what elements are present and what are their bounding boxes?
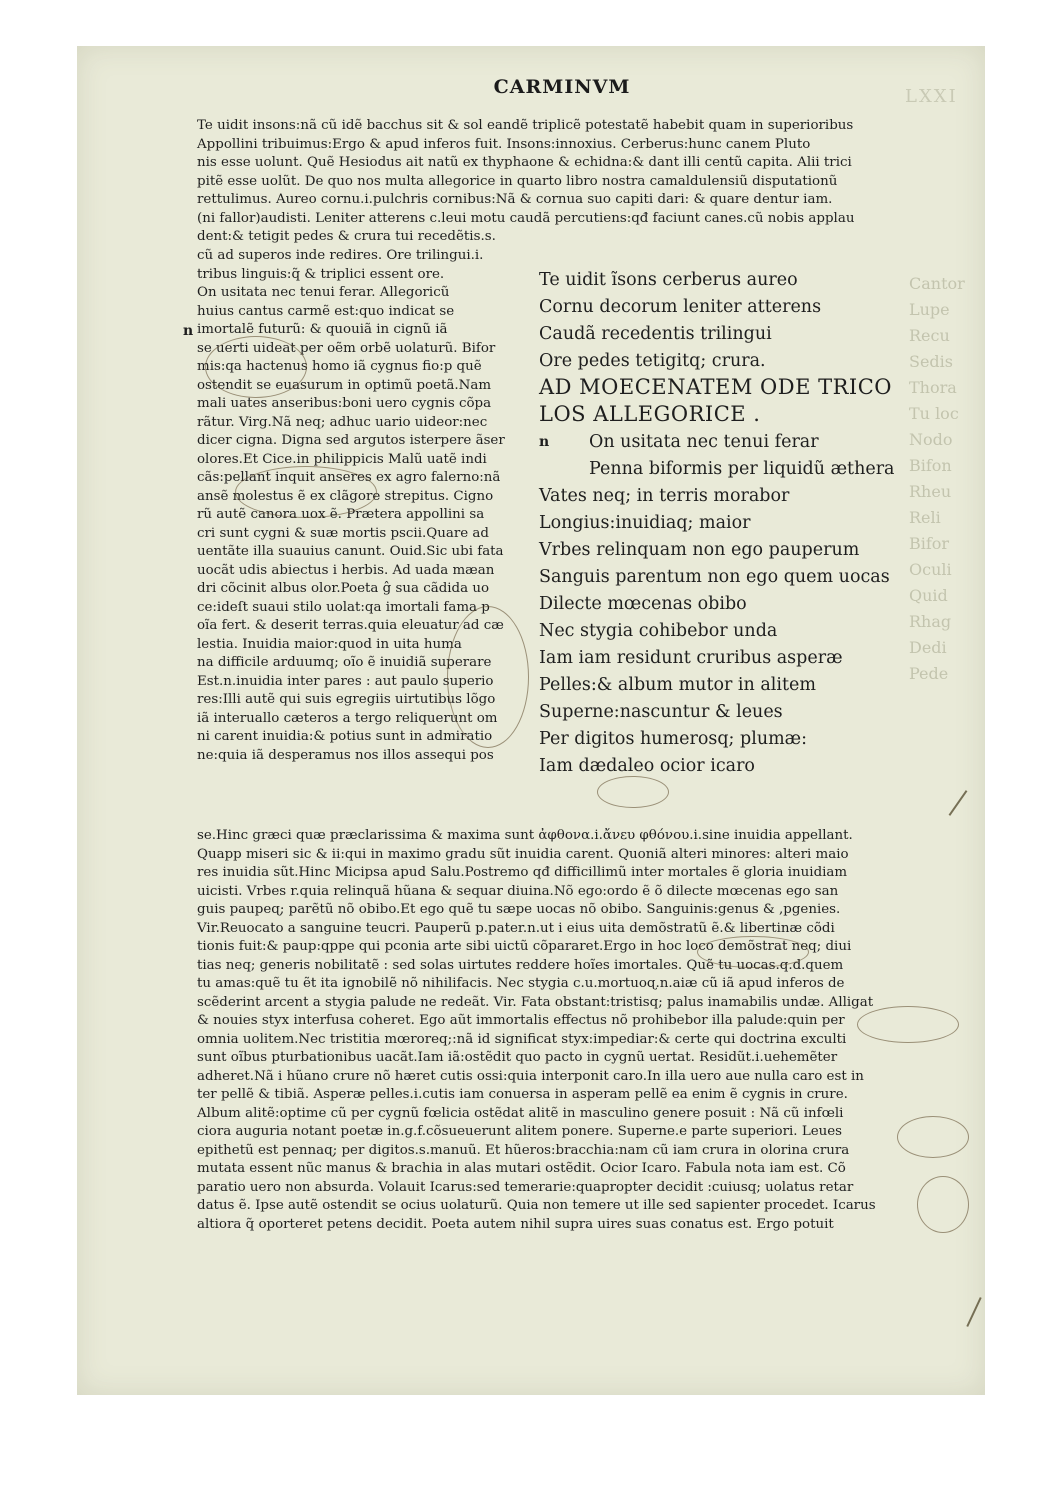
ghost-line: Oculi (909, 560, 952, 579)
ghost-line: Pede (909, 664, 949, 683)
ghost-line: Nodo (909, 430, 953, 449)
verse-line: Nec stygia cohibebor unda (539, 621, 778, 641)
text-line: ciora auguria notant poetæ in.g.f.cõsueuerunt alitem ponere. Superne.e parte superiori. Leues (197, 1124, 843, 1139)
page-title: CARMINVM (493, 76, 631, 98)
text-line: huius cantus carmẽ est:quo indicat se (197, 303, 455, 319)
ode-initial-letter: n (539, 434, 550, 450)
manuscript-page (77, 46, 985, 1395)
ghost-line: Reli (909, 508, 941, 527)
text-line: rũ autẽ canora uox ẽ. Prætera appollini sa (197, 507, 485, 522)
ghost-line: Thora (909, 378, 957, 397)
text-line: se.Hinc græci quæ præclarissima & maxima sunt ἀφθονα.i.ἄνευ φθόνου.i.sine inuidia appellant. (197, 828, 853, 843)
text-line: guis paupeɋ; parẽtũ nõ obibo.Et ego quẽ tu sæpe uocas nõ obibo. Sanguinis:genus & ,pgenies. (197, 902, 841, 917)
ghost-line: Rhag (909, 612, 952, 631)
text-line: & nouies styx interfusa coheret. Ego aũt immortalis effectus nõ prohibebor illa palude:quin per (197, 1013, 845, 1028)
ghost-line: Sedis (909, 352, 953, 371)
text-line: rettulimus. Aureo cornu.i.pulchris cornibus:Nã & cornua suo capiti dari: & quare dentur iam. (197, 192, 833, 207)
handwritten-loop-mark (857, 1006, 959, 1043)
text-line: Quapp miseri sic & ii:qui in maximo gradu sũt inuidia carent. Quoniã alteri minores: alteri maio (197, 846, 849, 862)
text-line: lestia. Inuidia maior:quod in uita huma (197, 636, 462, 652)
text-line: cũ ad superos inde redires. Ore trilingui.i. (197, 248, 484, 263)
ode-heading: AD MOECENATEM ODE TRICO (539, 375, 892, 399)
ghost-line: Lupe (909, 300, 950, 319)
text-line: ansẽ molestus ẽ ex clãgore strepitus. Cigno (197, 488, 494, 504)
text-line: ne:quia iã desperamus nos illos assequi pos (197, 747, 494, 763)
verse-line: Te uidit ĩsons cerberus aureo (539, 270, 798, 290)
text-line: (ni fallor)audisti. Leniter atterens c.leui motu caudã percutiens:qđ faciunt canes.cũ nobis applau (197, 210, 855, 226)
text-line: olores.Et Cice.in philippicis Malũ uatẽ indi (197, 451, 487, 467)
text-line: Te uidit insons:nã cũ idẽ bacchus sit & sol eandẽ triplicẽ potestatẽ habebit quam in superioribus (197, 118, 854, 133)
text-line: ter pellẽ & tibiã. Asperæ pelles.i.cutis iam conuersa in asperam pellẽ ea enim ẽ cygnis in crure. (197, 1087, 848, 1102)
text-line: cãs:pellant inquit anseres ex agro falerno:nã (197, 470, 501, 485)
text-line: nis esse uolunt. Quẽ Hesiodus ait natũ ex thyphaone & echidna:& dant illi centũ capita. Alii trici (197, 155, 852, 170)
verse-line: Penna biformis per liquidũ æthera (589, 459, 895, 479)
text-line: dicer cigna. Digna sed argutos isterpere ãser (197, 433, 505, 448)
verse-line: Caudã recedentis trilingui (539, 324, 772, 344)
handwritten-margin-stroke (949, 790, 968, 816)
text-line: Vir.Reuocato a sanguine teucri. Pauperũ p.pater.n.ut i eius uita demõstratũ ẽ.& libertinæ cõdi (197, 920, 835, 936)
verse-line: Vrbes relinquam non ego pauperum (539, 540, 860, 560)
text-line: res:Illi autẽ qui suis egregiis uirtutibus lõgo (197, 692, 496, 707)
text-line: tias neq; generis nobilitatẽ : sed solas uirtutes reddere hoĩes imortales. Quẽ tu uocas.q.d.quem (197, 957, 844, 973)
text-line: pitẽ esse uolũt. De quo nos multa allegorice in quarto libro nostra camaldulensiũ disputationũ (197, 173, 838, 189)
text-line: iã interuallo cæteros a tergo reliquerunt om (197, 710, 498, 726)
text-line: paratio uero non absurda. Volauit Icarus:sed temerarie:quapropter decidit :cuiusq; uolatus retar (197, 1179, 854, 1195)
text-line: dent:& tetigit pedes & crura tui recedẽtis.s. (197, 229, 496, 244)
verse-line: On usitata nec tenui ferar (589, 432, 819, 452)
text-line: oĩa fert. & deserit terras.quia eleuatur ad cæ (197, 618, 504, 633)
text-line: imortalẽ futurũ: & quouiã in cignũ iã (197, 322, 448, 337)
text-line: sunt oĩbus pturbationibus uacãt.Iam iã:ostẽdit quo pacto in cygnũ uertat. Residũt.i.uehemẽter (197, 1050, 838, 1065)
text-line: ce:ideſt suaui stilo uolat:qa imortali fama p (197, 599, 490, 615)
verse-line: Cornu decorum leniter atterens (539, 297, 822, 317)
verse-line: Dilecte mœcenas obibo (539, 594, 747, 614)
handwritten-loop-mark (897, 1116, 969, 1158)
text-line: na difficile arduumq; oĩo ẽ inuidiã superare (197, 655, 492, 670)
text-line: scẽderint arcent a stygia palude ne redeãt. Vir. Fata obstant:tristisq; palus inamabilis undæ. Alligat (197, 994, 874, 1010)
ghost-line: Cantor (909, 274, 965, 293)
text-line: altiora q̃ oporteret petens decidit. Poeta autem nihil supra uires suas conatus est. Ergo potuit (197, 1216, 834, 1232)
ghost-line: Rheu (909, 482, 952, 501)
handwritten-loop-mark (597, 776, 669, 808)
ghost-line: Bifor (909, 534, 950, 553)
text-line: On usitata nec tenui ferar. Allegoricũ (197, 285, 450, 300)
ghost-line: Tu loc (909, 404, 959, 423)
text-line: tu amas:quẽ tu ẽt ita ignobilẽ nõ nihilifacis. Nec stygia c.u.mortuoɋ.n.aiæ cũ iã apud inferos de (197, 976, 845, 991)
ghost-line: Dedi (909, 638, 947, 657)
text-line: epithetũ est pennaɋ; per digitos.s.manuũ. Et hũeros:bracchia:nam cũ iam crura in olorina crura (197, 1142, 850, 1158)
ghost-line: Bifon (909, 456, 952, 475)
text-line: Appollini tribuimus:Ergo & apud inferos fuit. Insons:innoxius. Cerberus:hunc canem Pluto (197, 136, 811, 152)
text-line: tribus linguis:q̃ & triplici essent ore. (197, 266, 445, 282)
ode-heading: LOS ALLEGORICE . (539, 402, 761, 426)
text-line: rãtur. Virg.Nã neq; adhuc uario uideor:nec (197, 414, 488, 430)
text-line: se uerti uideat per oẽm orbẽ uolaturũ. Bifor (197, 340, 496, 356)
text-line: dri cõcinit albus olor.Poeta ĝ sua cãdida uo (197, 581, 490, 596)
text-line: res inuidia sũt.Hinc Micipsa apud Salu.Postremo qđ difficillimũ inter mortales ẽ gloria inuidiam (197, 865, 848, 880)
text-line: mutata essent nũc manus & brachia in alas mutari ostẽdit. Ocior Icaro. Fabula nota iam est. Cõ (197, 1161, 846, 1176)
text-line: uicisti. Vrbes r.quia relinquã hũana & sequar diuina.Nõ ego:ordo ẽ õ dilecte mœcenas ego san (197, 883, 839, 899)
text-line: uocãt udis abiectus i herbis. Ad uada mæan (197, 562, 495, 578)
handwritten-loop-mark (917, 1176, 969, 1233)
text-line: ostendit se euasurum in optimũ poetã.Nam (197, 377, 492, 393)
text-line: datus ẽ. Ipse autẽ ostendit se ocius uolaturũ. Quia non temere ut ille sed sapienter procedet. Icarus (197, 1198, 876, 1213)
text-line: cri sunt cygni & suæ mortis pscii.Quare ad (197, 525, 489, 541)
ghost-line: Recu (909, 326, 950, 345)
verse-line: Pelles:& album mutor in alitem (539, 675, 816, 695)
ghost-folio-number: LXXI (905, 86, 958, 107)
verse-line: Longius:inuidiaq; maior (539, 513, 751, 533)
text-line: mali uates anseribus:boni uero cygnis cõpa (197, 396, 492, 411)
verse-line: Iam iam residunt cruribus asperæ (539, 648, 843, 668)
text-line: omnia uolitem.Nec tristitia mœroreq;:nã id significat styx:impediar:& certe qui doctrina exculti (197, 1031, 847, 1047)
ghost-bleedthrough-column (909, 271, 985, 687)
text-line: tionis fuit:& paup:qppe qui pconia arte sibi uictũ cõpararet.Ergo in hoc loco demõstrat neq; diui (197, 939, 852, 954)
text-line: adheret.Nã i hũano crure nõ hæret cutis ossi:quia interponit caro.In illa uero aue nulla caro est in (197, 1068, 864, 1084)
ghost-line: Quid (909, 586, 948, 605)
text-line: uentãte illa suauius canunt. Ouid.Sic ubi fata (197, 544, 504, 559)
verse-line: Vates neq; in terris morabor (539, 486, 790, 506)
verse-line: Sanguis parentum non ego quem uocas (539, 567, 890, 587)
text-line: Est.n.inuidia inter pares : aut paulo superio (197, 673, 494, 689)
verse-line: Ore pedes tetigitq; crura. (539, 351, 766, 371)
text-line: ni carent inuidia:& potius sunt in admiratio (197, 729, 493, 744)
verse-line: Iam dædaleo ocior icaro (539, 756, 755, 776)
text-line: mis:qa hactenus homo iã cygnus fio:p quẽ (197, 359, 482, 374)
commentary-initial-letter: n (183, 323, 194, 339)
verse-line: Superne:nascuntur & leues (539, 702, 783, 722)
handwritten-margin-stroke (966, 1297, 981, 1327)
verse-line: Per digitos humerosq; plumæ: (539, 729, 808, 749)
text-line: Album alitẽ:optime cũ per cygnũ fœlicia ostẽdat alitẽ in masculino genere posuit : Nã cũ infœli (197, 1105, 844, 1121)
